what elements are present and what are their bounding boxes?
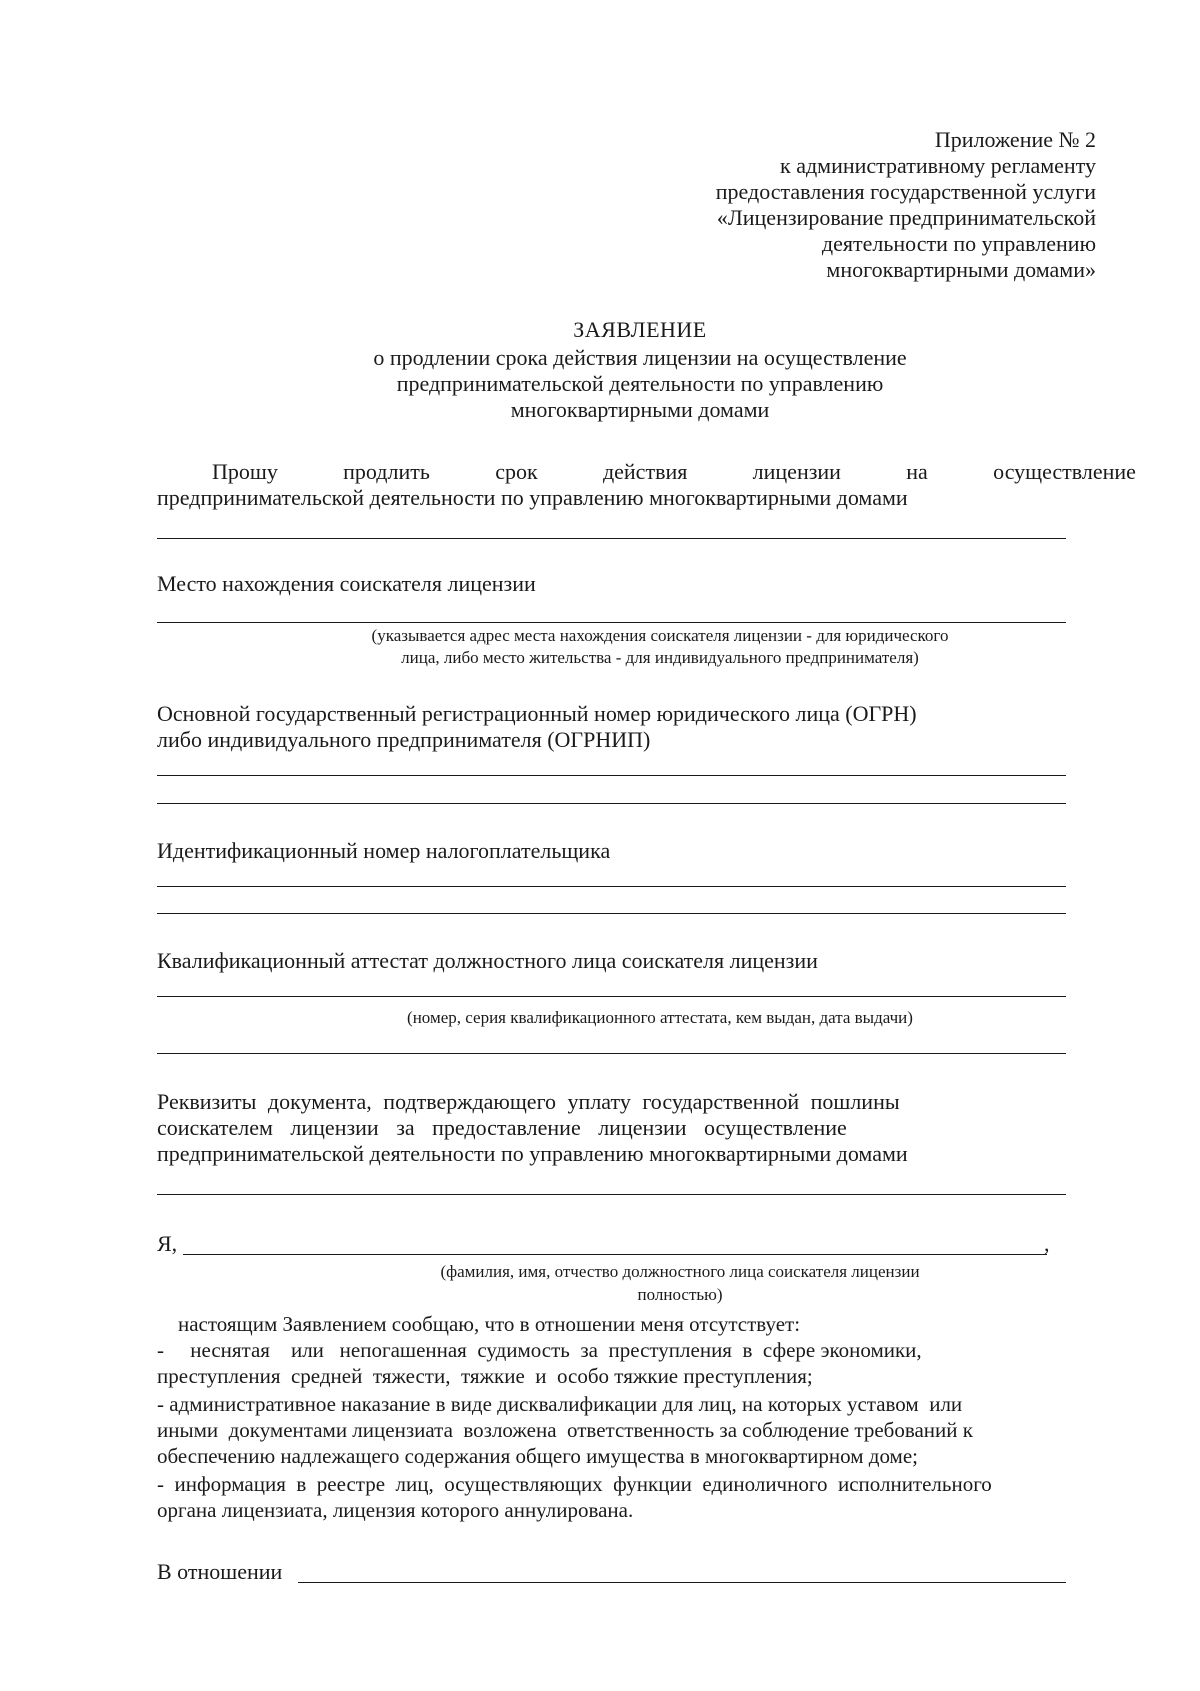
ogrn-fill-line-2[interactable] — [157, 803, 1066, 804]
request-word: лицензии — [752, 459, 841, 484]
document-subtitle-3: многоквартирными домами — [510, 397, 770, 422]
certificate-fill-line-2[interactable] — [157, 1053, 1066, 1054]
ogrn-label-1: Основной государственный регистрационный номер юридического лица (ОГРН) — [157, 701, 917, 726]
statement-intro: настоящим Заявлением сообщаю, что в отношении меня отсутствует: — [178, 1312, 801, 1336]
location-label: Место нахождения соискателя лицензии — [157, 571, 536, 596]
document-subtitle-1: о продлении срока действия лицензии на осуществление — [373, 345, 907, 370]
appendix-line-4: деятельности по управлению — [821, 231, 1096, 256]
inn-label: Идентификационный номер налогоплательщика — [157, 838, 611, 863]
request-word: срок — [495, 459, 538, 484]
appendix-line-2: предоставления государственной услуги — [715, 179, 1096, 204]
declarant-prefix: Я, — [157, 1231, 178, 1256]
document-subtitle-2: предпринимательской деятельности по управлению — [396, 371, 884, 396]
appendix-title: Приложение № 2 — [934, 127, 1096, 152]
inn-fill-line-1[interactable] — [157, 886, 1066, 887]
certificate-label: Квалификационный аттестат должностного лица соискателя лицензии — [157, 948, 818, 973]
fee-label-3: предпринимательской деятельности по управлению многоквартирными домами — [157, 1141, 908, 1166]
statement-item-3-line-2: органа лицензиата, лицензия которого аннулирована. — [157, 1498, 634, 1522]
fee-label-1: Реквизиты документа, подтверждающего уплату государственной пошлины — [157, 1089, 900, 1114]
location-hint-1: (указывается адрес места нахождения соискателя лицензии - для юридического — [371, 626, 949, 645]
declarant-hint-1: (фамилия, имя, отчество должностного лица соискателя лицензии — [440, 1262, 920, 1281]
declarant-name-fill-line[interactable] — [183, 1254, 1047, 1255]
request-line-1 — [212, 458, 1136, 486]
declarant-suffix: , — [1044, 1231, 1050, 1256]
statement-item-1-line-2: преступления средней тяжести, тяжкие и особо тяжкие преступления; — [157, 1364, 813, 1388]
certificate-hint: (номер, серия квалификационного аттестата, кем выдан, дата выдачи) — [407, 1008, 913, 1027]
location-fill-line[interactable] — [157, 622, 1066, 623]
certificate-fill-line-1[interactable] — [157, 996, 1066, 997]
statement-item-1-line-1: - неснятая или непогашенная судимость за преступления в сфере экономики, — [157, 1338, 922, 1362]
appendix-line-1: к административному регламенту — [780, 153, 1096, 178]
appendix-line-5: многоквартирными домами» — [826, 257, 1096, 282]
ogrn-label-2: либо индивидуального предпринимателя (ОГРНИП) — [157, 727, 651, 752]
request-word: действия — [602, 459, 688, 484]
statement-item-3-line-1: - информация в реестре лиц, осуществляющих функции единоличного исполнительного — [157, 1472, 992, 1496]
statement-item-2-line-2: иными документами лицензиата возложена ответственность за соблюдение требований к — [157, 1418, 973, 1442]
request-word: Прошу — [212, 459, 278, 484]
document-title: ЗАЯВЛЕНИЕ — [573, 317, 707, 342]
fee-fill-line[interactable] — [157, 1194, 1066, 1195]
request-line-2: предпринимательской деятельности по управлению многоквартирными домами — [157, 485, 908, 510]
declarant-hint-2: полностью) — [637, 1285, 723, 1304]
regarding-label: В отношении — [157, 1559, 283, 1584]
statement-item-2-line-3: обеспечению надлежащего содержания общего имущества в многоквартирном доме; — [157, 1444, 919, 1468]
ogrn-fill-line-1[interactable] — [157, 775, 1066, 776]
request-word: на — [906, 459, 928, 484]
request-word: осуществление — [993, 459, 1136, 484]
statement-item-2-line-1: - административное наказание в виде дисквалификации для лиц, на которых уставом или — [157, 1392, 963, 1416]
inn-fill-line-2[interactable] — [157, 913, 1066, 914]
regarding-fill-line[interactable] — [298, 1582, 1066, 1583]
request-word: продлить — [343, 459, 430, 484]
location-hint-2: лица, либо место жительства - для индивидуального предпринимателя) — [401, 648, 919, 667]
request-fill-line[interactable] — [157, 538, 1066, 539]
fee-label-2: соискателем лицензии за предоставление лицензии осуществление — [157, 1115, 847, 1140]
appendix-line-3: «Лицензирование предпринимательской — [716, 205, 1096, 230]
